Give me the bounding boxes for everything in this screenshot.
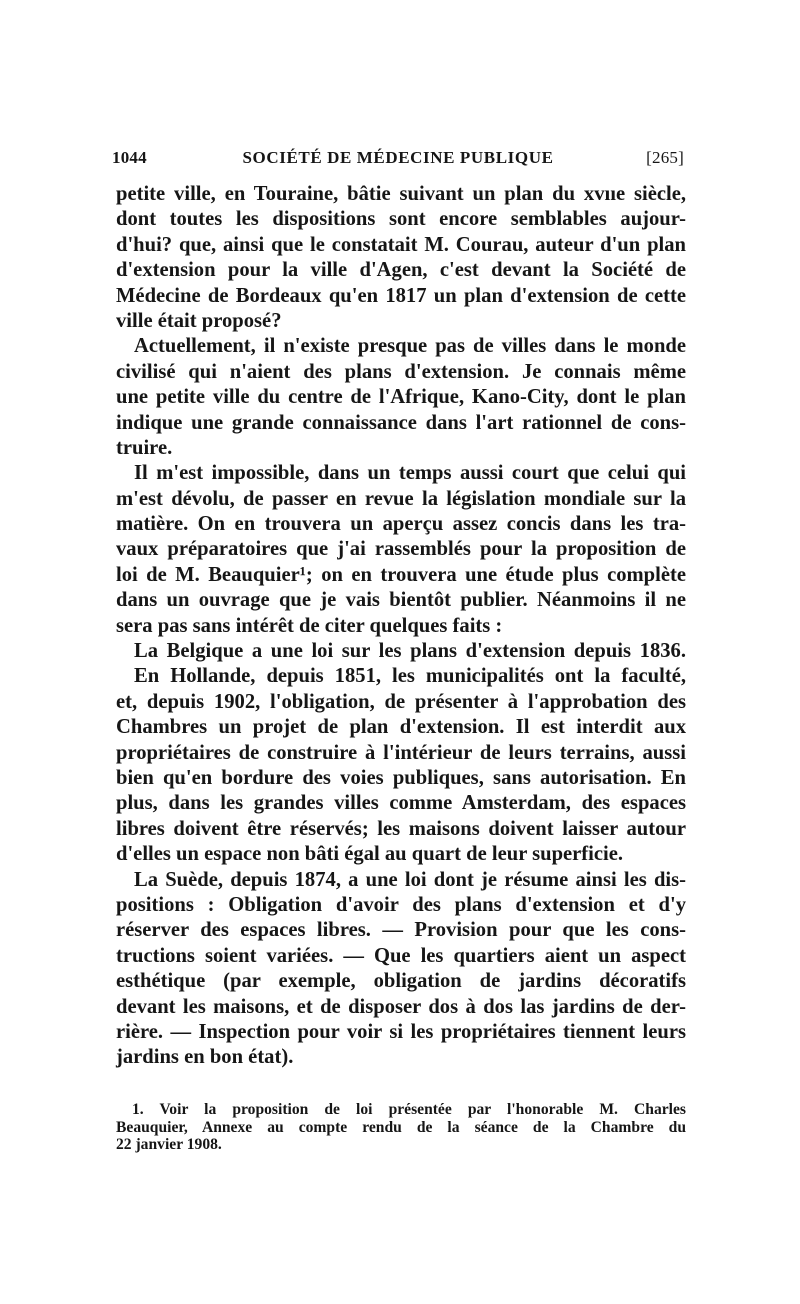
text-line: civilisé qui n'aient des plans d'extension. Je connais même — [116, 360, 686, 383]
text-line: En Hollande, depuis 1851, les municipalités ont la faculté, — [134, 665, 686, 688]
text-line: Chambres un projet de plan d'extension. Il est interdit aux — [116, 716, 686, 739]
text-line: dans un ouvrage que je vais bientôt publier. Néanmoins il ne — [116, 589, 686, 612]
text-line: Actuellement, il n'existe presque pas de villes dans le monde — [134, 335, 686, 358]
text-line: sera pas sans intérêt de citer quelques faits : — [116, 614, 503, 637]
text-line: propriétaires de construire à l'intérieur de leurs terrains, aussi — [116, 741, 686, 764]
text-line: d'elles un espace non bâti égal au quart de leur superficie. — [116, 843, 624, 866]
text-line: petite ville, en Touraine, bâtie suivant un plan du xvııe siècle, — [116, 183, 686, 205]
bracket-reference: [265] — [646, 148, 684, 167]
text-line: libres doivent être réservés; les maisons doivent laisser autour — [116, 817, 686, 840]
text-line: bien qu'en bordure des voies publiques, sans autorisation. En — [116, 766, 686, 789]
footnote-line: 22 janvier 1908. — [116, 1136, 222, 1154]
text-line: loi de M. Beauquier¹; on en trouvera une étude plus complète — [116, 563, 686, 586]
text-line: et, depuis 1902, l'obligation, de présenter à l'approbation des — [116, 690, 686, 713]
text-line: matière. On en trouvera un aperçu assez concis dans les tra- — [116, 513, 686, 536]
text-line: truire. — [116, 436, 173, 459]
text-line: vaux préparatoires que j'ai rassemblés pour la proposition de — [116, 538, 686, 561]
footnote-line: 1. Voir la proposition de loi présentée par l'honorable M. Charles — [132, 1101, 686, 1118]
text-line: rière. — Inspection pour voir si les propriétaires tiennent leurs — [116, 1020, 686, 1043]
text-line: plus, dans les grandes villes comme Amsterdam, des espaces — [116, 792, 686, 815]
body-text — [116, 182, 686, 1071]
text-line: esthétique (par exemple, obligation de jardins décoratifs — [116, 970, 686, 993]
text-line: tructions soient variées. — Que les quartiers aient un aspect — [116, 944, 686, 967]
text-line: dont toutes les dispositions sont encore semblables aujour- — [116, 208, 686, 231]
text-line: Médecine de Bordeaux qu'en 1817 un plan d'extension de cette — [116, 284, 686, 307]
footnote — [116, 1101, 686, 1154]
running-header — [112, 148, 684, 172]
text-line: jardins en bon état). — [116, 1046, 294, 1069]
text-line: La Belgique a une loi sur les plans d'extension depuis 1836. — [134, 640, 686, 663]
text-line: La Suède, depuis 1874, a une loi dont je résume ainsi les dis- — [134, 868, 686, 891]
text-line: réserver des espaces libres. — Provision pour que les cons- — [116, 919, 686, 942]
running-title: SOCIÉTÉ DE MÉDECINE PUBLIQUE — [242, 148, 554, 167]
text-line: d'hui? que, ainsi que le constatait M. Courau, auteur d'un plan — [116, 233, 686, 256]
page-number: 1044 — [112, 148, 147, 167]
text-line: une petite ville du centre de l'Afrique, Kano-City, dont le plan — [116, 386, 686, 409]
text-line: positions : Obligation d'avoir des plans d'extension et d'y — [116, 893, 686, 916]
text-line: d'extension pour la ville d'Agen, c'est devant la Société de — [116, 259, 686, 282]
text-line: Il m'est impossible, dans un temps aussi court que celui qui — [134, 462, 686, 485]
footnote-line: Beauquier, Annexe au compte rendu de la séance de la Chambre du — [116, 1118, 686, 1136]
text-line: devant les maisons, et de disposer dos à dos las jardins de der- — [116, 995, 686, 1018]
text-line: m'est dévolu, de passer en revue la législation mondiale sur la — [116, 487, 686, 510]
text-line: indique une grande connaissance dans l'art rationnel de cons- — [116, 411, 686, 434]
text-line: ville était proposé? — [116, 309, 282, 332]
